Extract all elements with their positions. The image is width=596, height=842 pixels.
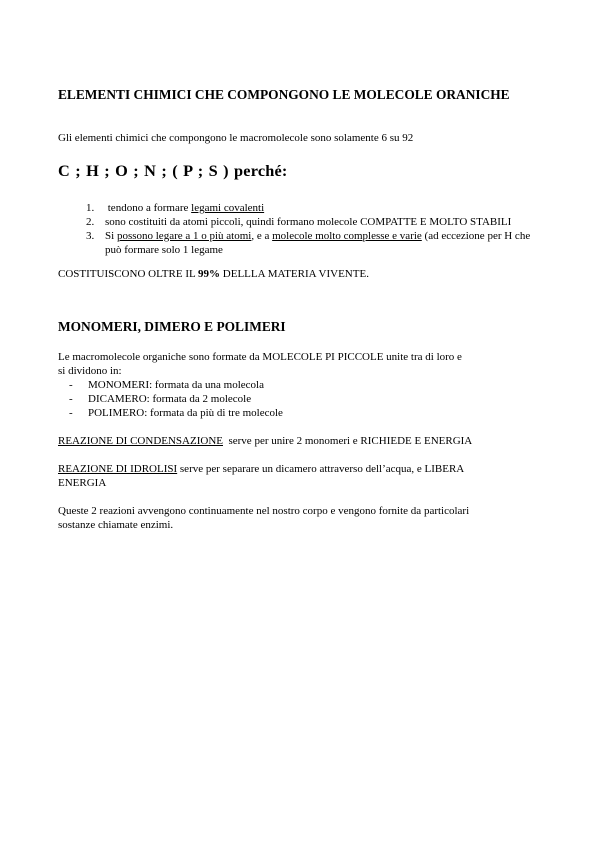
list-item	[58, 392, 283, 406]
underlined-text: possono legare a 1 o più atomi	[116, 230, 252, 242]
hydrolysis-title: REAZIONE DI IDROLISI	[58, 463, 178, 475]
list-item	[58, 215, 548, 229]
constitute-text: COSTITUISCONO OLTRE IL	[58, 268, 199, 280]
list-text: POLIMERO: formata da più di tre molecole	[88, 407, 283, 419]
list-item	[58, 201, 548, 215]
list-number: 3.	[86, 230, 95, 242]
list-text: (ad eccezione per H che può formare solo 1 legame	[105, 230, 533, 256]
list-item	[58, 229, 548, 257]
document-title: ELEMENTI CHIMICI CHE COMPONGONO LE MOLECOLE ORANICHE	[58, 87, 510, 102]
list-item	[58, 406, 283, 420]
dash-bullet: -	[69, 393, 73, 405]
list-number: 1.	[86, 202, 95, 214]
underlined-text: legami covalenti	[191, 202, 265, 214]
final-line-1: Queste 2 reazioni avvengono continuamente nel nostro corpo e vengono fornite da particolari	[58, 505, 470, 517]
condensation-text: serve per unire 2 monomeri e RICHIEDE E ENERGIA	[222, 435, 473, 447]
constitute-text: DELLLA MATERIA VIVENTE.	[220, 268, 369, 280]
intro-text: Gli elementi chimici che compongono le macromolecole sono solamente 6 su 92	[58, 132, 414, 144]
macro-line-2: si dividono in:	[58, 365, 122, 377]
hydrolysis-line-2: ENERGIA	[58, 477, 107, 489]
list-number: 2.	[86, 216, 95, 228]
elements-line: C ; H ; O ; N ; ( P ; S ) perché:	[58, 161, 288, 180]
constitute-line	[58, 267, 369, 281]
dash-list	[58, 378, 283, 420]
list-text: tendono a formare	[105, 202, 192, 214]
dash-bullet: -	[69, 379, 73, 391]
final-line-2: sostanze chiamate enzimi.	[58, 519, 174, 531]
condensation-title: REAZIONE DI CONDENSAZIONE	[58, 435, 223, 447]
hydrolysis-line	[58, 462, 464, 476]
percentage-value: 99%	[198, 268, 221, 280]
condensation-line	[58, 434, 472, 448]
section-title: MONOMERI, DIMERO E POLIMERI	[58, 319, 286, 334]
list-text: Si	[105, 230, 117, 242]
dash-bullet: -	[69, 407, 73, 419]
list-text: MONOMERI: formata da una molecola	[88, 379, 264, 391]
hydrolysis-text: serve per separare un dicamero attraverso dell’acqua, e LIBERA	[177, 463, 465, 475]
list-text: , e a	[251, 230, 273, 242]
list-text: DICAMERO: formata da 2 molecole	[88, 393, 252, 405]
list-text: sono costituiti da atomi piccoli, quindi formano molecole COMPATTE E MOLTO STABILI	[105, 216, 512, 228]
numbered-list	[58, 201, 548, 257]
list-item	[58, 378, 283, 392]
underlined-text: molecole molto complesse e varie	[272, 230, 422, 242]
macro-line-1: Le macromolecole organiche sono formate da MOLECOLE PI PICCOLE unite tra di loro e	[58, 351, 462, 363]
